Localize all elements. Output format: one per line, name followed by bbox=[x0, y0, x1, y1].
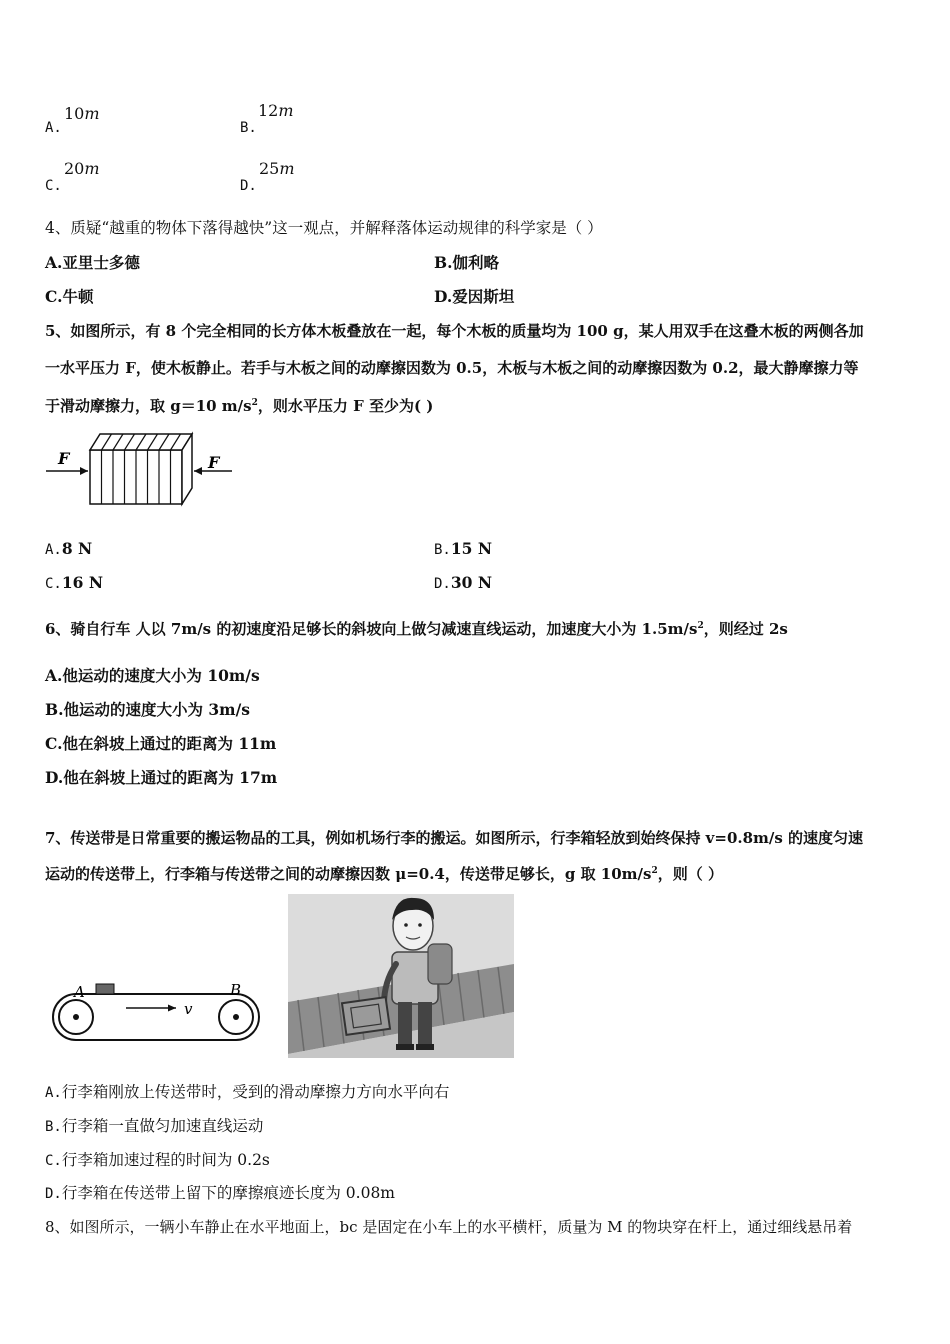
q5-line3-text: 于滑动摩擦力，取 g＝10 m/s bbox=[45, 397, 252, 415]
option-value: 25 bbox=[259, 159, 280, 178]
option-letter: D. bbox=[434, 576, 451, 592]
option-value: 20 bbox=[64, 159, 85, 178]
q3-option-b-value bbox=[258, 101, 294, 120]
q5-boards-figure bbox=[44, 428, 234, 510]
left-arrow-head bbox=[80, 467, 88, 475]
option-value: 10 bbox=[64, 104, 85, 123]
option-unit: m bbox=[279, 159, 295, 178]
q4-option-c: C.牛顿 bbox=[45, 287, 94, 306]
person-right-leg bbox=[418, 1002, 432, 1046]
q3-option-d bbox=[240, 175, 257, 194]
option-letter: A. bbox=[45, 1085, 62, 1101]
q7-option-c bbox=[45, 1150, 270, 1171]
q4-option-d: D.爱因斯坦 bbox=[434, 287, 515, 306]
q7-option-a bbox=[45, 1082, 449, 1103]
q7-conveyor-diagram bbox=[52, 978, 264, 1046]
option-letter: B. bbox=[240, 120, 257, 136]
q7-option-d bbox=[45, 1183, 395, 1204]
person-left-eye bbox=[404, 923, 408, 927]
option-text: 8 N bbox=[61, 539, 93, 558]
suitcase bbox=[342, 997, 390, 1035]
option-value: 12 bbox=[258, 101, 279, 120]
label-v: v bbox=[184, 1000, 193, 1018]
option-unit: m bbox=[84, 159, 100, 178]
q5-option-b bbox=[434, 539, 492, 560]
label-a: A bbox=[74, 983, 85, 1001]
option-text: 行李箱加速过程的时间为 0.2s bbox=[61, 1151, 270, 1169]
q5-option-d bbox=[434, 573, 492, 594]
q4-option-b: B.伽利略 bbox=[434, 253, 499, 272]
q4-stem: 4、质疑“越重的物体下落得越快”这一观点，并解释落体运动规律的科学家是（ ） bbox=[45, 219, 603, 237]
option-text: 16 N bbox=[61, 573, 103, 592]
q5-option-a bbox=[45, 539, 92, 560]
option-letter: B. bbox=[434, 542, 451, 558]
option-letter: D. bbox=[240, 178, 257, 194]
option-letter: B. bbox=[45, 1119, 62, 1135]
q3-option-b bbox=[240, 117, 257, 136]
q7-stem-line1: 7、传送带是日常重要的搬运物品的工具，例如机场行李的搬运。如图所示，行李箱轻放到始终保持 v=0.8m/s 的速度匀速 bbox=[45, 829, 864, 847]
luggage-box bbox=[96, 984, 114, 994]
superscript: 2 bbox=[251, 398, 258, 408]
right-arrow-head bbox=[194, 467, 202, 475]
option-letter: C. bbox=[45, 1153, 62, 1169]
q6-option-b: B.他运动的速度大小为 3m/s bbox=[45, 700, 250, 719]
q6-option-a: A.他运动的速度大小为 10m/s bbox=[45, 666, 260, 685]
option-letter: C. bbox=[45, 178, 62, 194]
option-unit: m bbox=[278, 101, 294, 120]
q7-option-b bbox=[45, 1116, 263, 1137]
option-letter: A. bbox=[45, 542, 62, 558]
person-right-shoe bbox=[416, 1044, 434, 1050]
option-letter: C. bbox=[45, 576, 62, 592]
q3-option-d-value bbox=[259, 159, 295, 178]
option-text: 行李箱一直做匀加速直线运动 bbox=[61, 1117, 264, 1135]
q7-airport-photo bbox=[288, 894, 514, 1058]
right-force-label: F bbox=[208, 453, 220, 472]
option-unit: m bbox=[84, 104, 100, 123]
q5-stem-line2: 一水平压力 F，使木板静止。若手与木板之间的动摩擦因数为 0.5，木板与木板之间的动摩擦因数为 0.2，最大静摩擦力等 bbox=[45, 359, 859, 377]
q5-stem-line1: 5、如图所示，有 8 个完全相同的长方体木板叠放在一起，每个木板的质量均为 100 g，某人用双手在这叠木板的两侧各加 bbox=[45, 322, 864, 340]
q5-stem-line3 bbox=[45, 396, 433, 416]
q6-stem bbox=[45, 619, 788, 639]
person-backpack bbox=[428, 944, 452, 984]
person-left-leg bbox=[398, 1002, 412, 1046]
label-b: B bbox=[230, 981, 242, 999]
left-roller-axle bbox=[73, 1014, 79, 1020]
q6-option-c: C.他在斜坡上通过的距离为 11m bbox=[45, 734, 277, 753]
q3-option-c-value bbox=[64, 159, 100, 178]
option-text: 行李箱刚放上传送带时，受到的滑动摩擦力方向水平向右 bbox=[61, 1083, 450, 1101]
velocity-arrow-head bbox=[168, 1005, 176, 1012]
q5-line3-tail: ，则水平压力 F 至少为( ) bbox=[257, 397, 434, 415]
q4-option-a: A.亚里士多德 bbox=[45, 253, 140, 272]
q5-option-c bbox=[45, 573, 103, 594]
q6-stem-text: 6、骑自行车 人以 7m/s 的初速度沿足够长的斜坡向上做匀减速直线运动，加速度大小为 1.5m/s bbox=[45, 620, 698, 638]
q3-option-a-value bbox=[64, 104, 100, 123]
q8-stem: 8、如图所示，一辆小车静止在水平地面上，bc 是固定在小车上的水平横杆，质量为 M 的物块穿在杆上，通过细线悬吊着 bbox=[45, 1218, 853, 1236]
person-right-eye bbox=[418, 923, 422, 927]
q7-stem-line2 bbox=[45, 864, 723, 884]
superscript: 2 bbox=[697, 621, 704, 631]
option-text: 15 N bbox=[450, 539, 492, 558]
option-letter: A. bbox=[45, 120, 62, 136]
q7-line2-tail: ，则（ ） bbox=[657, 865, 723, 883]
person-left-shoe bbox=[396, 1044, 414, 1050]
option-text: 行李箱在传送带上留下的摩擦痕迹长度为 0.08m bbox=[61, 1184, 395, 1202]
q3-option-c bbox=[45, 175, 62, 194]
q6-option-d: D.他在斜坡上通过的距离为 17m bbox=[45, 768, 278, 787]
q3-option-a bbox=[45, 117, 62, 136]
right-roller-axle bbox=[233, 1014, 239, 1020]
superscript: 2 bbox=[651, 866, 658, 876]
option-text: 30 N bbox=[450, 573, 492, 592]
left-force-label: F bbox=[58, 449, 70, 468]
q6-stem-tail: ，则经过 2s bbox=[703, 620, 788, 638]
q7-line2-text: 运动的传送带上，行李箱与传送带之间的动摩擦因数 μ=0.4，传送带足够长，g 取 10m/s bbox=[45, 865, 652, 883]
option-letter: D. bbox=[45, 1186, 62, 1202]
